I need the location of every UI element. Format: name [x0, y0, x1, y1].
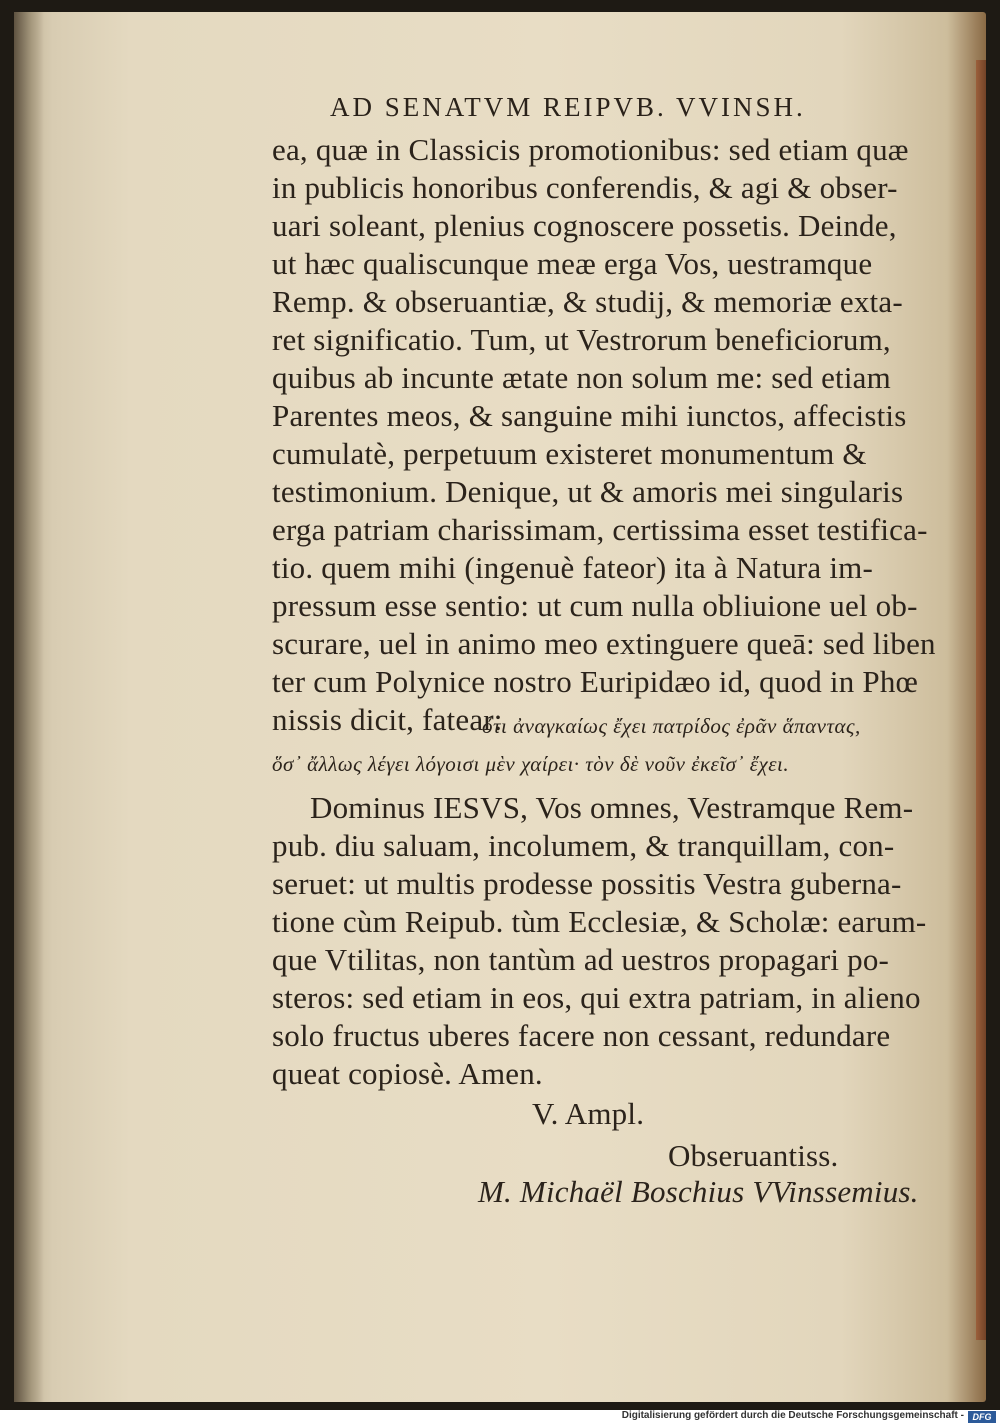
closing-line: steros: sed etiam in eos, qui extra patriam, in alieno [272, 980, 921, 1015]
body-line: ter cum Polynice nostro Euripidæo id, quod in Phœ [272, 664, 919, 699]
closing-line: seruet: ut multis prodesse possitis Vestra guberna- [272, 866, 902, 901]
body-line: Parentes meos, & sanguine mihi iunctos, affecistis [272, 398, 907, 433]
body-line: ut hæc qualiscunque meæ erga Vos, uestramque [272, 246, 873, 281]
closing-line: queat copiosè. Amen. [272, 1056, 543, 1091]
body-line: testimonium. Denique, ut & amoris mei singularis [272, 474, 904, 509]
body-line: pressum esse sentio: ut cum nulla obliuione uel ob- [272, 588, 918, 623]
page-edge-stain [976, 60, 986, 1340]
body-line: Remp. & obseruantiæ, & studij, & memoriæ exta- [272, 284, 903, 319]
body-line: cumulatè, perpetuum existeret monumentum & [272, 436, 867, 471]
body-line: erga patriam charissimam, certissima esset testifica- [272, 512, 928, 547]
closing-line: Dominus IESVS, Vos omnes, Vestramque Rem- [310, 790, 914, 825]
body-line: uari soleant, plenius cognoscere possetis. Deinde, [272, 208, 897, 243]
signature-salutation: V. Ampl. [532, 1096, 645, 1131]
body-line: ret significatio. Tum, ut Vestrorum beneficiorum, [272, 322, 891, 357]
closing-line: tione cùm Reipub. tùm Ecclesiæ, & Scholæ: earum- [272, 904, 927, 939]
body-line: ea, quæ in Classicis promotionibus: sed etiam quæ [272, 132, 909, 167]
dfg-logo: DFG [968, 1411, 996, 1423]
greek-quote-line: ὅτι ἀναγκαίως ἔχει πατρίδος ἐρᾶν ἅπαντας, [482, 714, 861, 738]
body-line: nissis dicit, fatear: [272, 702, 503, 737]
greek-quote-line: ὅσ᾽ ἄλλως λέγει λόγοισι μὲν χαίρει· τὸν δὲ νοῦν ἐκεῖσ᾽ ἔχει. [272, 752, 790, 776]
digitization-credit: Digitalisierung gefördert durch die Deutsche Forschungsgemeinschaft - [621, 1410, 964, 1421]
closing-line: solo fructus uberes facere non cessant, redundare [272, 1018, 891, 1053]
closing-line: que Vtilitas, non tantùm ad uestros propagari po- [272, 942, 890, 977]
body-line: quibus ab incunte ætate non solum me: sed etiam [272, 360, 891, 395]
signature-observantiss: Obseruantiss. [668, 1138, 839, 1173]
body-line: scurare, uel in animo meo extinguere queā: sed liben [272, 626, 936, 661]
signature-name: M. Michaël Boschius VVinssemius. [478, 1174, 919, 1209]
running-head: AD SENATVM REIPVB. VVINSH. [330, 92, 806, 122]
closing-line: pub. diu saluam, incolumem, & tranquillam, con- [272, 828, 895, 863]
body-line: tio. quem mihi (ingenuè fateor) ita à Natura im- [272, 550, 873, 585]
body-line: in publicis honoribus conferendis, & agi & obser- [272, 170, 898, 205]
page-gutter-shadow [14, 12, 44, 1402]
